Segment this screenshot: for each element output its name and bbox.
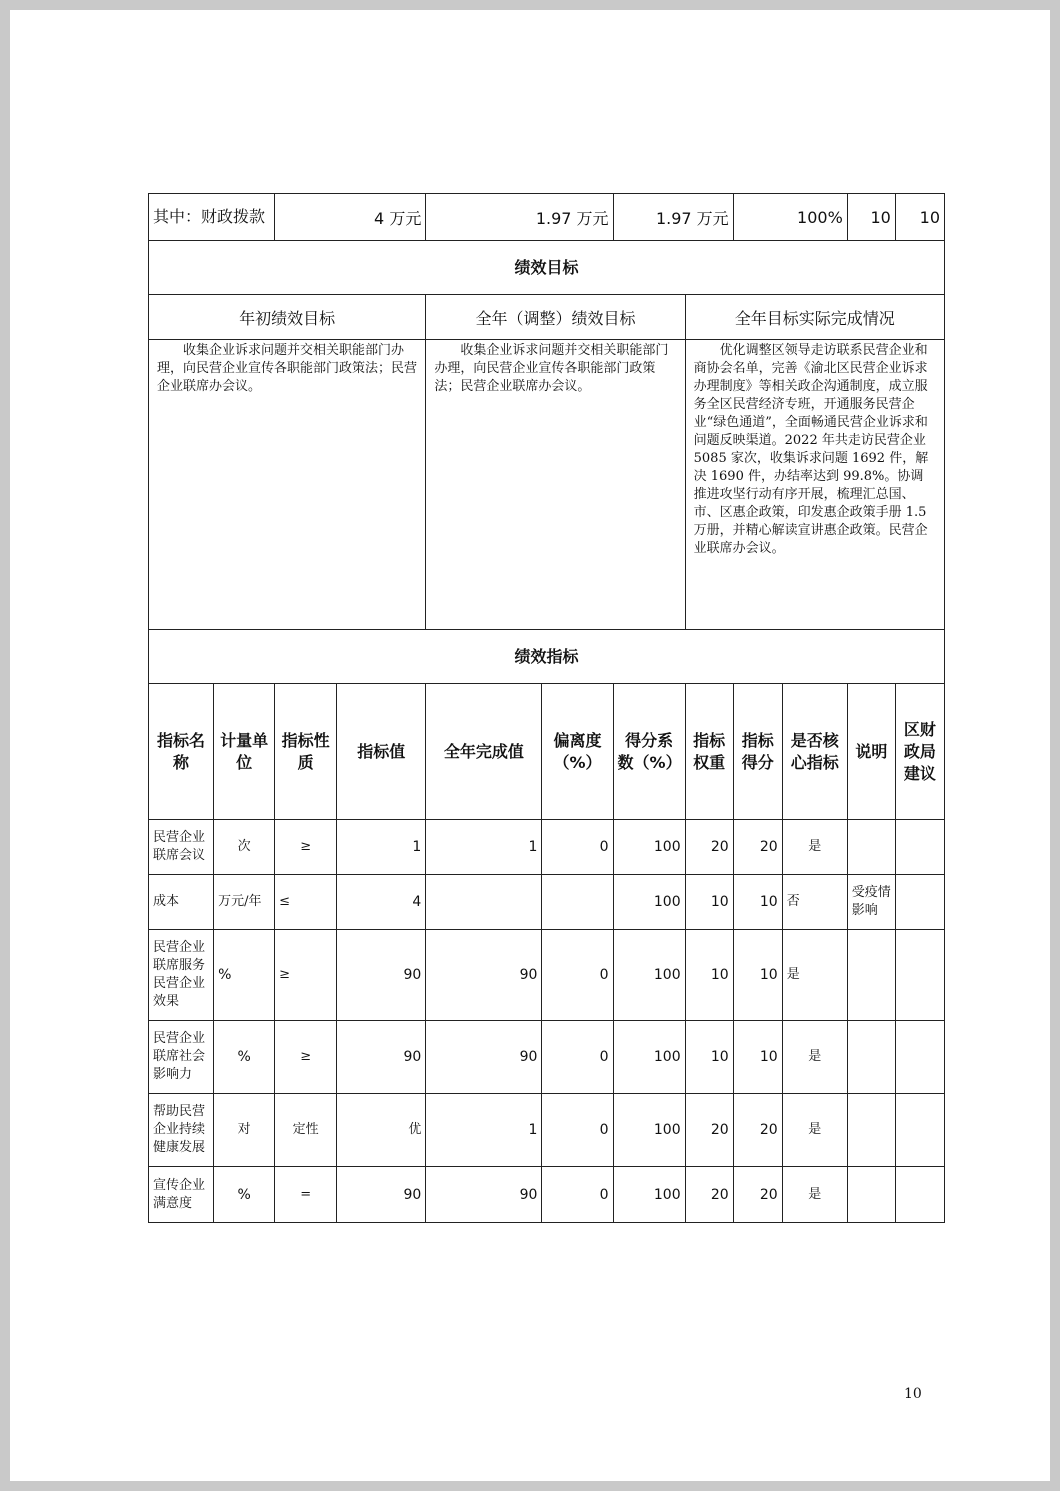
row-score: 10: [733, 930, 782, 1021]
goals-col-initial: 年初绩效目标: [149, 295, 426, 340]
document-page: [10, 10, 1050, 1481]
row-coef: 100: [613, 1021, 685, 1094]
row-deviation: [542, 875, 613, 930]
row-advice: [895, 1021, 944, 1094]
row-score: 20: [733, 820, 782, 875]
row-core: 是: [782, 820, 847, 875]
indicators-header-row: [149, 684, 945, 820]
header-weight: 指标权重: [685, 684, 733, 820]
goals-section-title: 绩效目标: [149, 241, 945, 295]
funding-executed: 1.97 万元: [613, 194, 733, 241]
header-coef: 得分系数（%）: [613, 684, 685, 820]
row-target: 90: [337, 930, 426, 1021]
row-score: 10: [733, 875, 782, 930]
funding-row: [149, 194, 945, 241]
row-target: 优: [337, 1094, 426, 1167]
row-unit: 万元/年: [214, 875, 275, 930]
row-weight: 10: [685, 875, 733, 930]
table-row: [149, 1094, 945, 1167]
table-row: [149, 1167, 945, 1223]
funding-score: 10: [895, 194, 944, 241]
row-target: 90: [337, 1021, 426, 1094]
row-advice: [895, 1094, 944, 1167]
row-deviation: 0: [542, 820, 613, 875]
row-name: 宣传企业满意度: [149, 1167, 214, 1223]
row-unit: 次: [214, 820, 275, 875]
table-row: [149, 875, 945, 930]
funding-weight: 10: [847, 194, 895, 241]
row-nature: ≥: [275, 930, 337, 1021]
row-weight: 10: [685, 930, 733, 1021]
goals-actual-text: 优化调整区领导走访联系民营企业和商协会名单，完善《渝北区民营企业诉求办理制度》等相关政企沟通制度，成立服务全区民营经济专班，开通服务民营企业“绿色通道”，全面畅通民营企业诉求和问题反映渠道。2022 年共走访民营企业 5085 家次，收集诉求问题 1692 件，解决 1690 件，办结率达到 99.8%。协调推进攻坚行动有序开展，梳理汇总国、市、区惠企政策，印发惠企政策手册 1.5 万册，并精心解读宣讲惠企政策。民营企业联席办会议。: [685, 340, 944, 630]
row-actual: 90: [426, 1167, 542, 1223]
row-nature: ≥: [275, 1021, 337, 1094]
goals-adjusted-text: 收集企业诉求问题并交相关职能部门办理，向民营企业宣传各职能部门政策法；民营企业联席办会议。: [426, 340, 685, 630]
row-name: 民营企业联席社会影响力: [149, 1021, 214, 1094]
row-score: 20: [733, 1094, 782, 1167]
row-deviation: 0: [542, 1094, 613, 1167]
row-note: [847, 930, 895, 1021]
header-advice: 区财政局建议: [895, 684, 944, 820]
row-unit: %: [214, 930, 275, 1021]
indicators-section-title: 绩效指标: [149, 630, 945, 684]
row-nature: ≥: [275, 820, 337, 875]
header-target: 指标值: [337, 684, 426, 820]
funding-initial-budget: 4 万元: [275, 194, 426, 241]
row-name: 成本: [149, 875, 214, 930]
header-score: 指标得分: [733, 684, 782, 820]
row-note: [847, 1167, 895, 1223]
row-coef: 100: [613, 1094, 685, 1167]
header-name: 指标名称: [149, 684, 214, 820]
row-weight: 20: [685, 1094, 733, 1167]
funding-adjusted-budget: 1.97 万元: [426, 194, 613, 241]
header-deviation: 偏离度（%）: [542, 684, 613, 820]
header-core: 是否核心指标: [782, 684, 847, 820]
row-coef: 100: [613, 820, 685, 875]
header-note: 说明: [847, 684, 895, 820]
row-coef: 100: [613, 875, 685, 930]
row-actual: 90: [426, 1021, 542, 1094]
goals-col-adjusted: 全年（调整）绩效目标: [426, 295, 685, 340]
row-note: 受疫情影响: [847, 875, 895, 930]
table-row: [149, 930, 945, 1021]
row-deviation: 0: [542, 1167, 613, 1223]
table-row: [149, 1021, 945, 1094]
row-core: 是: [782, 1094, 847, 1167]
row-deviation: 0: [542, 1021, 613, 1094]
row-actual: 90: [426, 930, 542, 1021]
goals-col-actual: 全年目标实际完成情况: [685, 295, 944, 340]
row-target: 90: [337, 1167, 426, 1223]
funding-label: 其中：财政拨款: [149, 194, 275, 241]
row-weight: 20: [685, 820, 733, 875]
row-actual: 1: [426, 1094, 542, 1167]
row-note: [847, 1021, 895, 1094]
row-weight: 10: [685, 1021, 733, 1094]
row-name: 帮助民营企业持续健康发展: [149, 1094, 214, 1167]
row-advice: [895, 1167, 944, 1223]
row-target: 1: [337, 820, 426, 875]
row-unit: 对: [214, 1094, 275, 1167]
header-nature: 指标性质: [275, 684, 337, 820]
funding-execution-rate: 100%: [733, 194, 847, 241]
row-weight: 20: [685, 1167, 733, 1223]
row-score: 20: [733, 1167, 782, 1223]
row-nature: ≤: [275, 875, 337, 930]
performance-table: [148, 193, 945, 1223]
row-nature: 定性: [275, 1094, 337, 1167]
row-advice: [895, 930, 944, 1021]
row-unit: %: [214, 1167, 275, 1223]
row-score: 10: [733, 1021, 782, 1094]
row-core: 是: [782, 1167, 847, 1223]
row-target: 4: [337, 875, 426, 930]
row-coef: 100: [613, 930, 685, 1021]
row-advice: [895, 875, 944, 930]
page-number: 10: [904, 1386, 922, 1402]
row-name: 民营企业联席服务民营企业效果: [149, 930, 214, 1021]
row-deviation: 0: [542, 930, 613, 1021]
row-advice: [895, 820, 944, 875]
goals-initial-text: 收集企业诉求问题并交相关职能部门办理，向民营企业宣传各职能部门政策法；民营企业联席办会议。: [149, 340, 426, 630]
row-unit: %: [214, 1021, 275, 1094]
row-actual: 1: [426, 820, 542, 875]
row-actual: [426, 875, 542, 930]
row-core: 否: [782, 875, 847, 930]
row-name: 民营企业联席会议: [149, 820, 214, 875]
header-unit: 计量单位: [214, 684, 275, 820]
row-core: 是: [782, 1021, 847, 1094]
header-actual: 全年完成值: [426, 684, 542, 820]
row-core: 是: [782, 930, 847, 1021]
row-coef: 100: [613, 1167, 685, 1223]
row-note: [847, 1094, 895, 1167]
row-nature: =: [275, 1167, 337, 1223]
row-note: [847, 820, 895, 875]
table-row: [149, 820, 945, 875]
